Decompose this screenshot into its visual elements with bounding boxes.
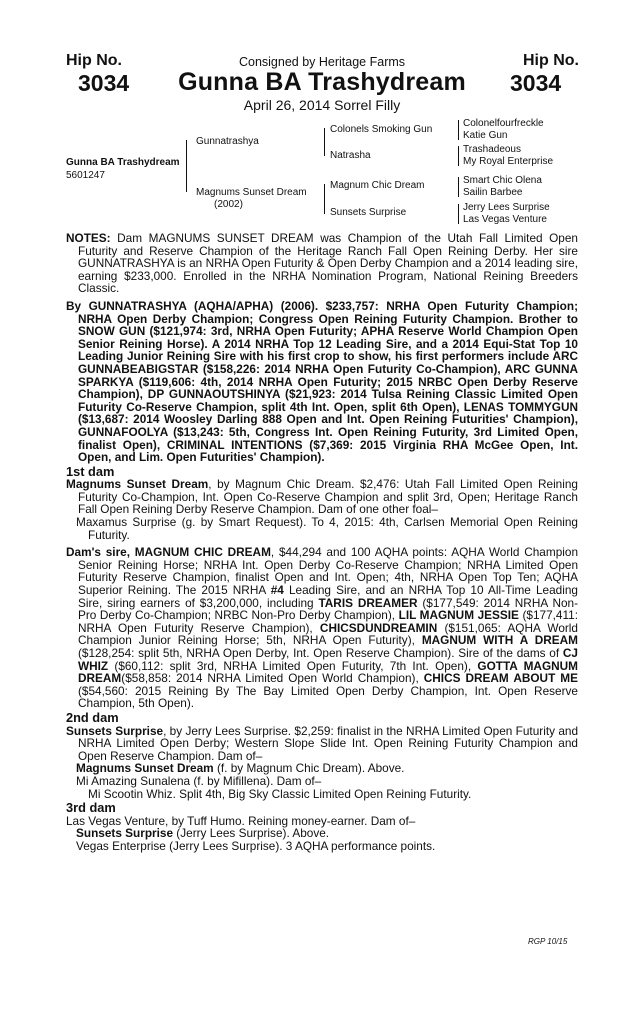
brace-sire [324,128,325,156]
second-dam-heading: 2nd dam [66,709,119,725]
pedigree-g2: Katie Gun [463,130,508,141]
pedigree-g3: Trashadeous [463,144,521,155]
offspring-record: ($58,858: 2014 NRHA Limited Open World Champion), [121,671,424,686]
offspring-name: CHICS DREAM ABOUT ME [423,671,578,686]
catalog-body [66,232,578,853]
pedigree-g6: Sailin Barbee [463,187,523,198]
dams-sire-paragraph [66,546,578,710]
second-dam-produce-2: Mi Amazing Sunalena (f. by Mifillena). Dam of– [76,773,322,788]
pedigree-g5: Smart Chic Olena [463,175,542,186]
second-dam-produce-3: Mi Scootin Whiz. Split 4th, Big Sky Classic Limited Open Reining Futurity. [88,786,472,801]
offspring-record: ($177,411: NRHA Open Futurity Reserve Champion), [78,608,578,635]
horse-name-title: Gunna BA Trashydream [178,68,466,96]
pedigree-subject: Gunna BA Trashydream [66,157,180,168]
offspring-record: ($60,112: split 3rd, NRHA Limited Open Futurity, 7th Int. Open), [108,658,478,673]
dams-sire-text-2: Leading Sire, and an NRHA Top 10 All-Time Leading Sire, siring earners of $3,200,000, including [78,583,578,610]
notes-paragraph [66,232,578,295]
brace-g2 [458,146,459,166]
third-dam-paragraph: Las Vegas Venture, by Tuff Humo. Reining money-earner. Dam of– [66,813,416,828]
dams-sire-label: Dam's sire, MAGNUM CHIC DREAM [66,545,271,560]
offspring-name: CJ WHIZ [78,646,578,673]
pedigree-dam: Magnums Sunset Dream [196,187,307,198]
third-dam-produce-2: Vegas Enterprise (Jerry Lees Surprise). 3 AQHA performance points. [76,838,436,853]
offspring-name: MAGNUM WITH A DREAM [421,633,578,648]
pedigree-sire: Gunnatrashya [196,136,259,147]
produce-name: Magnums Sunset Dream [76,761,214,776]
foaling-info: April 26, 2014 Sorrel Filly [243,97,401,113]
brace-dam [324,184,325,214]
notes-text: Dam MAGNUMS SUNSET DREAM was Champion of the Utah Fall Limited Open Futurity and Reserve Champion of the Heritage Ranch Fall Open Reining Derby. Her sire GUNNATRASHYA is an NRHA Open Futurity & Open Derby Champion and a 2014 leading sire, earning $233,000. Enrolled in the NRHA Nomination Program, National Reining Breeders Classic. [78,231,578,296]
dams-sire-text-1: , $44,294 and 100 AQHA points: AQHA World Champion Senior Reining Horse; NRHA Int. Open Derby Co-Reserve Champion; NRHA Limited Open Futurity Reserve Champion, finalist Open and Int. Open; 4th, NRHA Open Top Ten; AQHA Superior Reining. The 2015 NRHA [78,545,579,598]
first-dam-paragraph [66,478,578,516]
pedigree-sire-dam: Natrasha [330,150,371,161]
offspring-name: CHICSDUNDREAMIN [319,620,438,635]
second-dam-paragraph [66,725,578,763]
brace-subject [186,140,187,192]
hip-label-left: Hip No. [66,52,122,69]
brace-g4 [458,204,459,224]
brace-g1 [458,120,459,140]
pedigree-registration: 5601247 [66,170,105,181]
dams-sire-rank: #4 [270,583,284,598]
hip-label-right: Hip No. [523,52,579,69]
offspring-name: TARIS DREAMER [318,595,418,610]
pedigree-sire-sire: Colonels Smoking Gun [330,124,433,135]
sire-record: By GUNNATRASHYA (AQHA/APHA) (2006). $233,757: NRHA Open Futurity Champion; NRHA Open Derby Champion; Congress Open Reining Futurity Champion. Brother to SNOW GUN ($121,974: 3rd, NRHA Open Futurity; APHA Reserve World Champion Open Senior Reining Horse). A 2014 NRHA Top 12 Leading Sire, and a 2014 Equi-Stat Top 10 Leading Junior Reining Sire with his first crop to show, his first performers include ARC GUNNABEABIGSTAR ($158,226: 2014 NRHA Open Futurity Co-Champion), ARC GUNNA SPARKYA ($119,606: 4th, 2014 NRHA Open Futurity; 2015 NRBC Open Derby Reserve Champion), DP GUNNAOUTSHINYA ($21,923: 2014 Tulsa Reining Classic Limited Open Futurity Co-Reserve Champion, split 4th Int. Open, split 6th Open), LENAS TOMMYGUN ($13,687: 2014 Woosley Darling 888 Open and Int. Open Reining Futurities' Champion), GUNNAFOOLYA ($13,243: 5th, Congress Int. Open Reining Futurity, 3rd Limited Open, finalist Open), CRIMINAL INTENTIONS ($7,369: 2015 Virginia RHA McGee Open, Int. Open, and Lim. Open Futurities' Champion). [66,298,578,465]
pedigree-g1: Colonelfourfreckle [463,118,544,129]
consignor: Consigned by Heritage Farms [238,55,406,69]
footer-code: RGP 10/15 [528,937,568,946]
pedigree-g7: Jerry Lees Surprise [463,202,550,213]
offspring-record: ($54,560: 2015 Reining By The Bay Limited Open Derby Champion, Int. Open Reserve Champion, 5th Open). [78,683,578,711]
first-dam-name: Magnums Sunset Dream [66,477,209,492]
third-dam-heading: 3rd dam [66,800,116,816]
offspring-name: LIL MAGNUM JESSIE [398,608,519,623]
produce-text: (Jerry Lees Surprise). Above. [173,826,330,841]
produce-name: Sunsets Surprise [76,826,174,841]
hip-number-right: 3034 [510,70,562,96]
first-dam-heading: 1st dam [66,463,115,479]
brace-g3 [458,177,459,197]
pedigree-dam-year: (2002) [214,199,243,210]
second-dam-name: Sunsets Surprise [66,723,164,738]
pedigree-dam-dam: Sunsets Surprise [330,207,407,218]
produce-text: (f. by Magnum Chic Dream). Above. [213,761,405,776]
offspring-record: ($177,549: 2014 NRHA Non-Pro Derby Co-Champion; NRBC Non-Pro Derby Champion), [78,595,579,623]
offspring-record: ($151,065: AQHA World Champion Junior Reining Horse; 5th, NRHA Open Futurity), [78,620,578,648]
first-dam-text: , by Magnum Chic Dream. $2,476: Utah Fall Limited Open Reining Futurity Co-Champion, Int. Open Co-Reserve Champion and split 3rd, Open; Heritage Ranch Fall Open Reining Derby Reserve Champion. Dam of one other foal– [78,477,578,517]
pedigree-dam-sire: Magnum Chic Dream [330,180,425,191]
first-dam-produce: Maxamus Surprise (g. by Smart Request). To 4, 2015: 4th, Carlsen Memorial Open Reining Futurity. [76,515,578,542]
notes-label: NOTES: [66,231,111,245]
pedigree-g4: My Royal Enterprise [463,156,554,167]
hip-number-left: 3034 [78,70,130,96]
offspring-name: GOTTA MAGNUM DREAM [78,658,578,686]
pedigree-g8: Las Vegas Venture [463,214,547,225]
offspring-record: ($128,254: split 5th, NRHA Open Derby, Int. Open Reserve Champion). Sire of the dams of [78,646,563,660]
second-dam-text: , by Jerry Lees Surprise. $2,259: finalist in the NRHA Limited Open Futurity and NRHA Limited Open Derby; Western Slope Slide Int. Open Reining Futurity Champion and Open Reserve Champion. Dam of– [78,723,579,763]
